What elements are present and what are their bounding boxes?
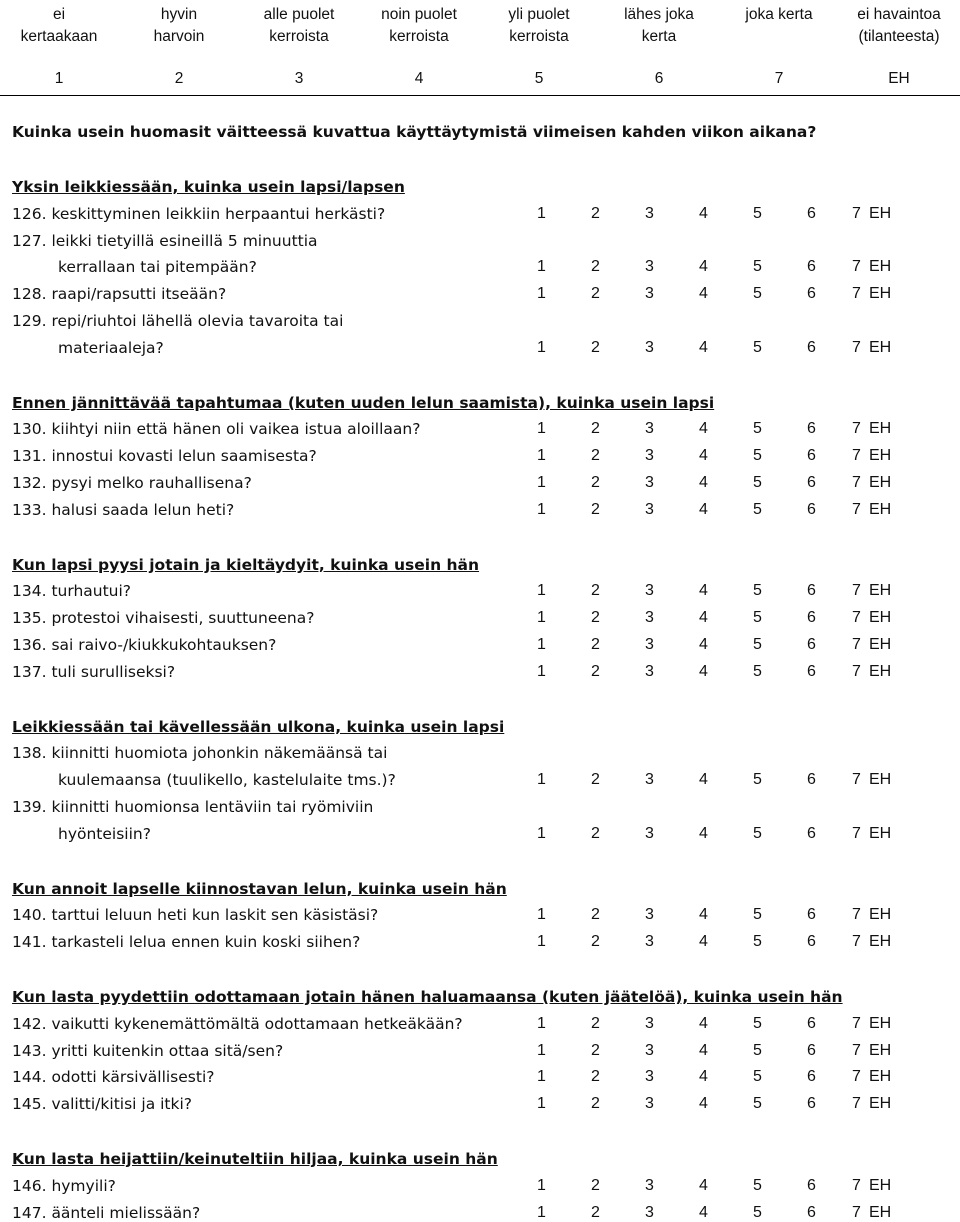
answer-option-6[interactable]: 6 <box>807 662 816 680</box>
answer-option-3[interactable]: 3 <box>645 258 654 276</box>
answer-option-7[interactable]: 7 <box>852 636 861 653</box>
question-item-text: 128. raapi/rapsutti itseään? <box>12 285 227 304</box>
answer-option-7[interactable]: 7 <box>852 1014 861 1032</box>
question-item-text: 143. yritti kuitenkin ottaa sitä/sen? <box>12 1041 284 1060</box>
answer-option-1[interactable]: 1 <box>537 447 546 465</box>
answer-option-2[interactable]: 2 <box>591 906 600 924</box>
answer-option-6[interactable]: 6 <box>807 420 816 438</box>
answer-option-3[interactable]: 3 <box>645 609 654 627</box>
answer-option-4[interactable]: 4 <box>699 285 708 303</box>
answer-option-2[interactable]: 2 <box>591 338 600 356</box>
scale-label-line2: kerroista <box>269 28 329 45</box>
scale-header <box>0 0 960 96</box>
question-item-text: 127. leikki tietyillä esineillä 5 minuuttia <box>12 231 318 250</box>
question-item-text: 132. pysyi melko rauhallisena? <box>12 474 252 492</box>
answer-option-6[interactable]: 6 <box>807 258 816 276</box>
section-title: Kun lasta heijattiin/keinuteltiin hiljaa, kuinka usein hän <box>12 1150 498 1168</box>
question-item-text: kuulemaansa (tuulikello, kastelulaite tms.)? <box>58 771 396 790</box>
answer-option-5[interactable]: 5 <box>753 258 762 276</box>
answer-option-2[interactable]: 2 <box>591 285 600 303</box>
answer-option-3[interactable]: 3 <box>645 824 654 842</box>
scale-label-4 <box>360 4 478 48</box>
answer-option-EH[interactable]: EH <box>869 338 892 356</box>
answer-option-7[interactable]: 7 <box>852 1095 861 1113</box>
answer-option-4[interactable]: 4 <box>699 204 708 222</box>
scale-label-line2: kerta <box>641 28 677 45</box>
answer-option-4[interactable]: 4 <box>699 662 708 680</box>
answer-option-5[interactable]: 5 <box>753 1068 762 1086</box>
answer-option-1[interactable]: 1 <box>537 1176 546 1194</box>
question-item-text: 142. vaikutti kykenemättömältä odottamaan hetkeäkään? <box>12 1014 463 1033</box>
answer-option-2[interactable]: 2 <box>591 500 600 518</box>
answer-option-EH[interactable]: EH <box>869 1041 892 1059</box>
answer-option-5[interactable]: 5 <box>753 1014 762 1032</box>
scale-label-line1: lähes joka <box>624 6 694 23</box>
scale-label-line1: alle puolet <box>263 6 335 23</box>
answer-option-4[interactable]: 4 <box>699 500 708 518</box>
answer-option-6[interactable]: 6 <box>807 1041 816 1059</box>
answer-option-2[interactable]: 2 <box>591 1068 600 1086</box>
answer-option-EH[interactable]: EH <box>869 258 892 276</box>
answer-option-7[interactable]: 7 <box>852 582 861 600</box>
answer-option-EH[interactable]: EH <box>869 1176 892 1194</box>
question-item-text: materiaaleja? <box>58 338 164 357</box>
answer-option-1[interactable]: 1 <box>537 582 546 600</box>
scale-label-line1: ei <box>52 6 66 23</box>
answer-option-EH[interactable]: EH <box>869 474 892 491</box>
question-item-text: 134. turhautui? <box>12 582 132 601</box>
answer-option-4[interactable]: 4 <box>699 636 708 653</box>
answer-option-4[interactable]: 4 <box>699 1014 708 1032</box>
answer-option-1[interactable]: 1 <box>537 824 546 842</box>
answer-option-4[interactable]: 4 <box>699 1176 708 1194</box>
answer-option-EH[interactable]: EH <box>869 204 892 222</box>
answer-option-6[interactable]: 6 <box>807 609 816 627</box>
answer-option-2[interactable]: 2 <box>591 1203 600 1221</box>
scale-label-line1: joka kerta <box>745 6 813 23</box>
scale-number: 6 <box>654 70 664 87</box>
answer-option-5[interactable]: 5 <box>753 447 762 465</box>
question-item-text: 141. tarkasteli lelua ennen kuin koski siihen? <box>12 933 361 952</box>
scale-number: 5 <box>534 70 544 87</box>
section-title: Kun annoit lapselle kiinnostavan lelun, kuinka usein hän <box>12 879 507 898</box>
section-title: Yksin leikkiessään, kuinka usein lapsi/lapsen <box>12 178 405 196</box>
answer-option-7[interactable]: 7 <box>852 1203 861 1221</box>
answer-option-EH[interactable]: EH <box>869 500 892 518</box>
answer-option-7[interactable]: 7 <box>852 474 861 491</box>
answer-option-2[interactable]: 2 <box>591 258 600 276</box>
scale-label-line2: (tilanteesta) <box>858 28 940 45</box>
answer-option-5[interactable]: 5 <box>753 420 762 438</box>
answer-option-EH[interactable]: EH <box>869 1095 892 1113</box>
answer-option-4[interactable]: 4 <box>699 447 708 465</box>
answer-option-3[interactable]: 3 <box>645 662 654 680</box>
answer-option-1[interactable]: 1 <box>537 1203 546 1221</box>
answer-option-6[interactable]: 6 <box>807 582 816 600</box>
scale-label-line2: kertaakaan <box>20 28 98 45</box>
scale-number: 2 <box>174 70 184 87</box>
question-item-text: 137. tuli surulliseksi? <box>12 662 176 681</box>
answer-option-2[interactable]: 2 <box>591 582 600 600</box>
answer-option-1[interactable]: 1 <box>537 1014 546 1032</box>
answer-option-4[interactable]: 4 <box>699 258 708 276</box>
answer-option-7[interactable]: 7 <box>852 500 861 518</box>
answer-option-6[interactable]: 6 <box>807 771 816 789</box>
answer-option-EH[interactable]: EH <box>869 609 892 627</box>
answer-option-2[interactable]: 2 <box>591 824 600 842</box>
answer-option-5[interactable]: 5 <box>753 1095 762 1113</box>
answer-option-5[interactable]: 5 <box>753 1203 762 1221</box>
scale-label-line2: kerroista <box>509 28 569 45</box>
answer-option-3[interactable]: 3 <box>645 636 654 653</box>
answer-option-7[interactable]: 7 <box>852 420 861 438</box>
section-title: Leikkiessään tai kävellessään ulkona, kuinka usein lapsi <box>12 717 505 736</box>
answer-option-1[interactable]: 1 <box>537 285 546 303</box>
answer-option-EH[interactable]: EH <box>869 582 892 600</box>
scale-label-2 <box>120 4 238 48</box>
answer-option-6[interactable]: 6 <box>807 1014 816 1032</box>
answer-option-6[interactable]: 6 <box>807 204 816 222</box>
answer-option-4[interactable]: 4 <box>699 906 708 924</box>
answer-option-EH[interactable]: EH <box>869 447 892 465</box>
answer-option-4[interactable]: 4 <box>699 933 708 951</box>
answer-option-1[interactable]: 1 <box>537 420 546 438</box>
answer-option-5[interactable]: 5 <box>753 933 762 951</box>
answer-option-3[interactable]: 3 <box>645 1014 654 1032</box>
answer-option-EH[interactable]: EH <box>869 906 892 924</box>
answer-option-7[interactable]: 7 <box>852 771 861 789</box>
answer-option-1[interactable]: 1 <box>537 906 546 924</box>
answer-option-1[interactable]: 1 <box>537 609 546 627</box>
answer-option-3[interactable]: 3 <box>645 771 654 789</box>
question-item-text: 144. odotti kärsivällisesti? <box>12 1068 215 1087</box>
answer-option-EH[interactable]: EH <box>869 933 892 951</box>
answer-option-3[interactable]: 3 <box>645 1095 654 1113</box>
question-item-text: 135. protestoi vihaisesti, suuttuneena? <box>12 609 315 628</box>
answer-option-5[interactable]: 5 <box>753 662 762 680</box>
answer-option-EH[interactable]: EH <box>869 1014 892 1032</box>
answer-option-1[interactable]: 1 <box>537 933 546 951</box>
question-item-text: 126. keskittyminen leikkiin herpaantui herkästi? <box>12 204 386 223</box>
question-item-text: 131. innostui kovasti lelun saamisesta? <box>12 447 317 466</box>
answer-option-5[interactable]: 5 <box>753 474 762 491</box>
answer-option-5[interactable]: 5 <box>753 609 762 627</box>
answer-option-3[interactable]: 3 <box>645 933 654 951</box>
answer-option-4[interactable]: 4 <box>699 1068 708 1086</box>
scale-number: 3 <box>294 70 304 87</box>
answer-option-5[interactable]: 5 <box>753 1041 762 1059</box>
answer-option-EH[interactable]: EH <box>869 824 892 842</box>
section-title: Kun lapsi pyysi jotain ja kieltäydyit, kuinka usein hän <box>12 555 480 574</box>
answer-option-5[interactable]: 5 <box>753 636 762 653</box>
answer-option-1[interactable]: 1 <box>537 258 546 276</box>
answer-option-2[interactable]: 2 <box>591 662 600 680</box>
answer-option-7[interactable]: 7 <box>852 609 861 627</box>
answer-option-7[interactable]: 7 <box>852 824 861 842</box>
scale-number: 4 <box>414 70 424 87</box>
answer-option-2[interactable]: 2 <box>591 204 600 222</box>
scale-label-line2: harvoin <box>153 28 205 45</box>
answer-option-2[interactable]: 2 <box>591 933 600 951</box>
answer-option-6[interactable]: 6 <box>807 1068 816 1086</box>
answer-option-4[interactable]: 4 <box>699 1041 708 1059</box>
scale-number: 7 <box>774 70 784 87</box>
answer-option-EH[interactable]: EH <box>869 1203 892 1221</box>
answer-option-5[interactable]: 5 <box>753 824 762 842</box>
answer-option-6[interactable]: 6 <box>807 906 816 924</box>
answer-option-7[interactable]: 7 <box>852 1176 861 1194</box>
answer-option-3[interactable]: 3 <box>645 474 654 491</box>
answer-option-3[interactable]: 3 <box>645 1041 654 1059</box>
answer-option-2[interactable]: 2 <box>591 771 600 789</box>
scale-label-6 <box>600 4 718 48</box>
main-question: Kuinka usein huomasit väitteessä kuvattua käyttäytymistä viimeisen kahden viikon aikana? <box>12 123 817 141</box>
answer-option-4[interactable]: 4 <box>699 338 708 356</box>
answer-option-6[interactable]: 6 <box>807 1176 816 1194</box>
question-item-text: 138. kiinnitti huomiota johonkin näkemäänsä tai <box>12 744 388 763</box>
answer-option-3[interactable]: 3 <box>645 420 654 438</box>
scale-label-line1: ei havaintoa <box>857 6 941 23</box>
answer-option-3[interactable]: 3 <box>645 204 654 222</box>
answer-option-3[interactable]: 3 <box>645 285 654 303</box>
answer-option-5[interactable]: 5 <box>753 771 762 789</box>
question-item-text: 136. sai raivo-/kiukkukohtauksen? <box>12 636 277 654</box>
question-item-text: 146. hymyili? <box>12 1176 116 1195</box>
scale-label-line1: noin puolet <box>381 6 457 23</box>
answer-option-3[interactable]: 3 <box>645 447 654 465</box>
answer-option-2[interactable]: 2 <box>591 1014 600 1032</box>
answer-option-4[interactable]: 4 <box>699 824 708 842</box>
answer-option-6[interactable]: 6 <box>807 933 816 951</box>
answer-option-2[interactable]: 2 <box>591 1041 600 1059</box>
answer-option-7[interactable]: 7 <box>852 933 861 951</box>
scale-label-5 <box>480 4 598 48</box>
answer-option-7[interactable]: 7 <box>852 338 861 356</box>
answer-option-2[interactable]: 2 <box>591 420 600 438</box>
answer-option-3[interactable]: 3 <box>645 906 654 924</box>
answer-option-6[interactable]: 6 <box>807 447 816 465</box>
scale-label-8 <box>840 4 958 48</box>
question-item-text: 139. kiinnitti huomionsa lentäviin tai ryömiviin <box>12 798 374 816</box>
scale-label-7 <box>720 4 838 48</box>
answer-option-4[interactable]: 4 <box>699 1203 708 1221</box>
answer-option-EH[interactable]: EH <box>869 662 892 680</box>
answer-option-6[interactable]: 6 <box>807 500 816 518</box>
answer-option-7[interactable]: 7 <box>852 285 861 303</box>
answer-option-7[interactable]: 7 <box>852 906 861 924</box>
answer-option-3[interactable]: 3 <box>645 582 654 600</box>
answer-option-2[interactable]: 2 <box>591 1095 600 1113</box>
answer-option-5[interactable]: 5 <box>753 500 762 518</box>
answer-option-1[interactable]: 1 <box>537 500 546 518</box>
answer-option-1[interactable]: 1 <box>537 474 546 491</box>
question-item-text: kerrallaan tai pitempään? <box>58 258 257 277</box>
answer-option-EH[interactable]: EH <box>869 285 892 303</box>
answer-option-5[interactable]: 5 <box>753 582 762 600</box>
answer-option-6[interactable]: 6 <box>807 338 816 356</box>
scale-number: 1 <box>54 70 64 87</box>
answer-option-4[interactable]: 4 <box>699 771 708 789</box>
answer-option-2[interactable]: 2 <box>591 474 600 491</box>
answer-option-6[interactable]: 6 <box>807 285 816 303</box>
scale-label-line2 <box>720 26 838 48</box>
answer-option-5[interactable]: 5 <box>753 906 762 924</box>
answer-option-7[interactable]: 7 <box>852 1068 861 1086</box>
scale-label-line2: kerroista <box>389 28 449 45</box>
answer-option-7[interactable]: 7 <box>852 204 861 222</box>
section-title: Kun lasta pyydettiin odottamaan jotain hänen haluamaansa (kuten jäätelöä), kuinka usein hän <box>12 988 843 1006</box>
answer-option-2[interactable]: 2 <box>591 1176 600 1194</box>
answer-option-7[interactable]: 7 <box>852 1041 861 1059</box>
answer-option-6[interactable]: 6 <box>807 1203 816 1221</box>
answer-option-6[interactable]: 6 <box>807 474 816 491</box>
answer-option-3[interactable]: 3 <box>645 500 654 518</box>
question-item-text: hyönteisiin? <box>58 824 151 843</box>
answer-option-1[interactable]: 1 <box>537 771 546 789</box>
scale-label-1 <box>0 4 118 48</box>
answer-option-1[interactable]: 1 <box>537 662 546 680</box>
scale-label-line1: hyvin <box>160 6 198 23</box>
question-item-text: 147. äänteli mielissään? <box>12 1203 201 1222</box>
question-item-text: 129. repi/riuhtoi lähellä olevia tavaroita tai <box>12 312 344 330</box>
answer-option-EH[interactable]: EH <box>869 1068 892 1086</box>
answer-option-5[interactable]: 5 <box>753 285 762 303</box>
answer-option-6[interactable]: 6 <box>807 636 816 653</box>
answer-option-1[interactable]: 1 <box>537 338 546 356</box>
answer-option-4[interactable]: 4 <box>699 582 708 600</box>
answer-option-2[interactable]: 2 <box>591 447 600 465</box>
question-item-text: 145. valitti/kitisi ja itki? <box>12 1095 193 1114</box>
answer-option-5[interactable]: 5 <box>753 338 762 356</box>
answer-option-1[interactable]: 1 <box>537 204 546 222</box>
answer-option-7[interactable]: 7 <box>852 447 861 465</box>
answer-option-EH[interactable]: EH <box>869 420 892 438</box>
question-item-text: 140. tarttui leluun heti kun laskit sen käsistäsi? <box>12 906 379 925</box>
answer-option-1[interactable]: 1 <box>537 1041 546 1059</box>
scale-number: EH <box>888 70 910 87</box>
answer-option-7[interactable]: 7 <box>852 258 861 276</box>
answer-option-EH[interactable]: EH <box>869 636 892 653</box>
question-item-text: 133. halusi saada lelun heti? <box>12 500 235 519</box>
scale-label-line1: yli puolet <box>508 6 570 23</box>
answer-option-3[interactable]: 3 <box>645 1068 654 1086</box>
answer-option-EH[interactable]: EH <box>869 771 892 789</box>
answer-option-6[interactable]: 6 <box>807 824 816 842</box>
answer-option-2[interactable]: 2 <box>591 609 600 627</box>
answer-option-3[interactable]: 3 <box>645 1203 654 1221</box>
answer-option-3[interactable]: 3 <box>645 1176 654 1194</box>
scale-label-3 <box>240 4 358 48</box>
answer-option-5[interactable]: 5 <box>753 204 762 222</box>
answer-option-6[interactable]: 6 <box>807 1095 816 1113</box>
answer-option-1[interactable]: 1 <box>537 636 546 653</box>
answer-option-5[interactable]: 5 <box>753 1176 762 1194</box>
answer-option-2[interactable]: 2 <box>591 636 600 653</box>
answer-option-4[interactable]: 4 <box>699 474 708 491</box>
answer-option-4[interactable]: 4 <box>699 1095 708 1113</box>
section-title: Ennen jännittävää tapahtumaa (kuten uuden lelun saamista), kuinka usein lapsi <box>12 393 715 412</box>
answer-option-1[interactable]: 1 <box>537 1068 546 1086</box>
answer-option-4[interactable]: 4 <box>699 609 708 627</box>
answer-option-1[interactable]: 1 <box>537 1095 546 1113</box>
answer-option-7[interactable]: 7 <box>852 662 861 680</box>
answer-option-3[interactable]: 3 <box>645 338 654 356</box>
question-item-text: 130. kiihtyi niin että hänen oli vaikea istua aloillaan? <box>12 420 421 439</box>
answer-option-4[interactable]: 4 <box>699 420 708 438</box>
